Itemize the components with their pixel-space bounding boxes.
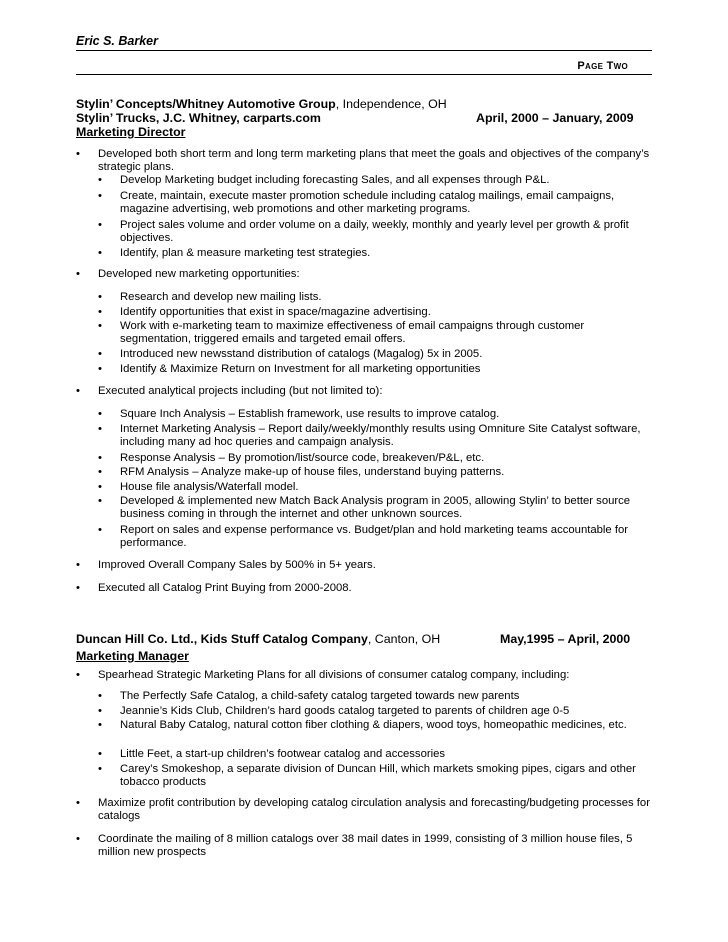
- list-item: • Internet Marketing Analysis – Report daily/weekly/monthly results using Omniture Site Catalyst software, including many ad hoc queries and campaign analysis.: [98, 423, 641, 448]
- list-item: • Spearhead Strategic Marketing Plans for all divisions of consumer catalog company, including:: [76, 669, 570, 681]
- list-item: • Identify opportunities that exist in space/magazine advertising.: [98, 306, 431, 318]
- list-item: • RFM Analysis – Analyze make-up of house files, understand buying patterns.: [98, 466, 505, 478]
- job1-title: Marketing Director: [76, 125, 186, 139]
- list-item: • Jeannie’s Kids Club, Children’s hard goods catalog targeted to parents of children age 0-5: [98, 705, 570, 717]
- job2-heading: [76, 632, 652, 663]
- list-item: • Maximize profit contribution by developing catalog circulation analysis and forecasting/budgeting processes for catalogs: [76, 797, 650, 822]
- list-item: • The Perfectly Safe Catalog, a child-safety catalog targeted towards new parents: [98, 690, 520, 702]
- page-label: Page Two: [577, 60, 628, 72]
- list-item: • Work with e-marketing team to maximize effectiveness of email campaigns through customer segmentation, triggered emails and targeted email offers.: [98, 320, 585, 345]
- job2-location: , Canton, OH: [367, 632, 441, 646]
- list-item: • Executed analytical projects including (but not limited to):: [76, 385, 383, 397]
- list-item: • Response Analysis – By promotion/list/source code, breakeven/P&L, etc.: [98, 452, 485, 464]
- job1-location: , Independence, OH: [335, 97, 447, 111]
- list-item: • Carey’s Smokeshop, a separate division of Duncan Hill, which markets smoking pipes, cigars and other tobacco products: [98, 763, 636, 788]
- list-item: • Identify, plan & measure marketing test strategies.: [98, 247, 371, 259]
- list-item: • Create, maintain, execute master promotion schedule including catalog mailings, email campaigns, magazine advertising, web promotions and other marketing programs.: [98, 190, 615, 215]
- list-item: • Coordinate the mailing of 8 million catalogs over 38 mail dates in 1999, consisting of 3 million house files, 5 million new prospects: [76, 833, 633, 858]
- list-item: • Research and develop new mailing lists.: [98, 291, 322, 303]
- list-item: • House file analysis/Waterfall model.: [98, 481, 299, 493]
- list-item: • Identify & Maximize Return on Investment for all marketing opportunities: [98, 363, 481, 375]
- job2-title: Marketing Manager: [76, 649, 189, 663]
- list-item: • Improved Overall Company Sales by 500% in 5+ years.: [76, 559, 376, 571]
- list-item: • Report on sales and expense performance vs. Budget/plan and hold marketing teams accountable for performance.: [98, 524, 629, 549]
- job1-company: Stylin’ Concepts/Whitney Automotive Group: [76, 97, 336, 111]
- list-item: • Develop Marketing budget including forecasting Sales, and all expenses through P&L.: [98, 174, 550, 186]
- list-item: • Project sales volume and order volume on a daily, weekly, monthly and yearly level per growth & profit objectives.: [98, 219, 629, 244]
- job1-company2: Stylin’ Trucks, J.C. Whitney, carparts.com: [76, 111, 321, 125]
- list-item: • Little Feet, a start-up children’s footwear catalog and accessories: [98, 748, 446, 760]
- list-item: • Introduced new newsstand distribution of catalogs (Magalog) 5x in 2005.: [98, 348, 483, 360]
- job1-dates: April, 2000 – January, 2009: [476, 111, 634, 125]
- list-item: • Developed both short term and long term marketing plans that meet the goals and objectives of the company’s strategic plans.: [76, 148, 650, 173]
- list-item: • Developed new marketing opportunities:: [76, 268, 300, 280]
- author-name: Eric S. Barker: [76, 34, 158, 48]
- list-item: • Square Inch Analysis – Establish framework, use results to improve catalog.: [98, 408, 500, 420]
- header-rule-top: [76, 50, 652, 51]
- list-item: • Executed all Catalog Print Buying from 2000-2008.: [76, 582, 352, 594]
- job1-heading: [76, 97, 652, 139]
- list-item: • Natural Baby Catalog, natural cotton fiber clothing & diapers, wood toys, homeopathic medicines, etc.: [98, 719, 627, 731]
- job2-dates: May,1995 – April, 2000: [500, 632, 631, 646]
- list-item: • Developed & implemented new Match Back Analysis program in 2005, allowing Stylin’ to better source business coming in through the internet and other unknown sources.: [98, 495, 631, 520]
- header-rule-bottom: [76, 74, 652, 75]
- job2-company: Duncan Hill Co. Ltd., Kids Stuff Catalog Company: [76, 632, 368, 646]
